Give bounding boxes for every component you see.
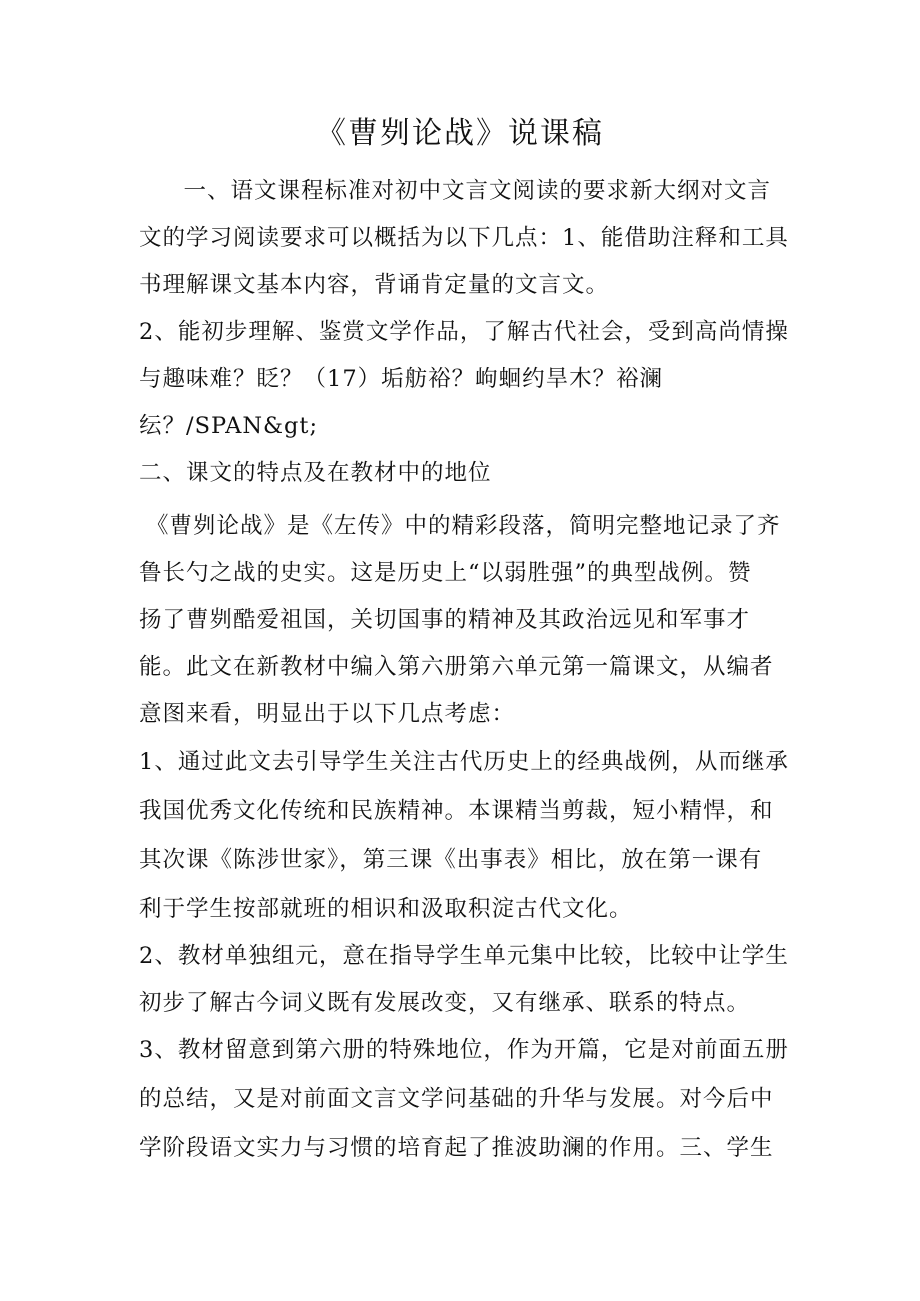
paragraph-line: 与趣味难？眨？（17）垢舫裕？岣蛔约旱木？裕澜 — [139, 366, 664, 392]
paragraph-line: 纭？/SPAN&gt; — [139, 413, 319, 439]
paragraph-line: 扬了曹刿酷爱祖国，关切国事的精神及其政治远见和军事才 — [139, 607, 751, 633]
paragraph-line: 的总结，又是对前面文言文学问基础的升华与发展。对今后中 — [139, 1086, 774, 1112]
paragraph-line: 3、教材留意到第六册的特殊地位，作为开篇，它是对前面五册 — [139, 1037, 789, 1063]
paragraph-line: 学阶段语文实力与习惯的培育起了推波助澜的作用。三、学生 — [139, 1135, 774, 1161]
paragraph-line: 利于学生按部就班的相识和汲取积淀古代文化。 — [139, 896, 633, 922]
document-title: 《曹刿论战》说课稿 — [316, 116, 604, 151]
paragraph-line: 书理解课文基本内容，背诵肯定量的文言文。 — [139, 272, 610, 298]
paragraph-line: 我国优秀文化传统和民族精神。本课精当剪裁，短小精悍，和 — [139, 798, 774, 824]
paragraph-line: 2、能初步理解、鉴赏文学作品，了解古代社会，受到高尚情操 — [139, 319, 789, 345]
paragraph-line: 鲁长勺之战的史实。这是历史上“以弱胜强”的典型战例。赞 — [139, 560, 752, 586]
paragraph-line: 其次课《陈涉世家》，第三课《出事表》相比，放在第一课有 — [139, 847, 763, 873]
paragraph-line: 1、通过此文去引导学生关注古代历史上的经典战例，从而继承 — [139, 749, 789, 775]
paragraph-line: 意图来看，明显出于以下几点考虑： — [139, 701, 516, 727]
paragraph-line: 《曹刿论战》是《左传》中的精彩段落，简明完整地记录了齐 — [146, 513, 781, 539]
paragraph-line: 初步了解古今词义既有发展改变，又有继承、联系的特点。 — [139, 990, 751, 1016]
paragraph-line: 文的学习阅读要求可以概括为以下几点：1、能借助注释和工具 — [139, 225, 789, 251]
paragraph-line: 能。此文在新教材中编入第六册第六单元第一篇课文，从编者 — [139, 654, 774, 680]
section-heading: 二、课文的特点及在教材中的地位 — [139, 460, 492, 486]
paragraph-line: 2、教材单独组元，意在指导学生单元集中比较，比较中让学生 — [139, 943, 789, 969]
paragraph-line: 一、语文课程标准对初中文言文阅读的要求新大纲对文言 — [160, 178, 772, 204]
